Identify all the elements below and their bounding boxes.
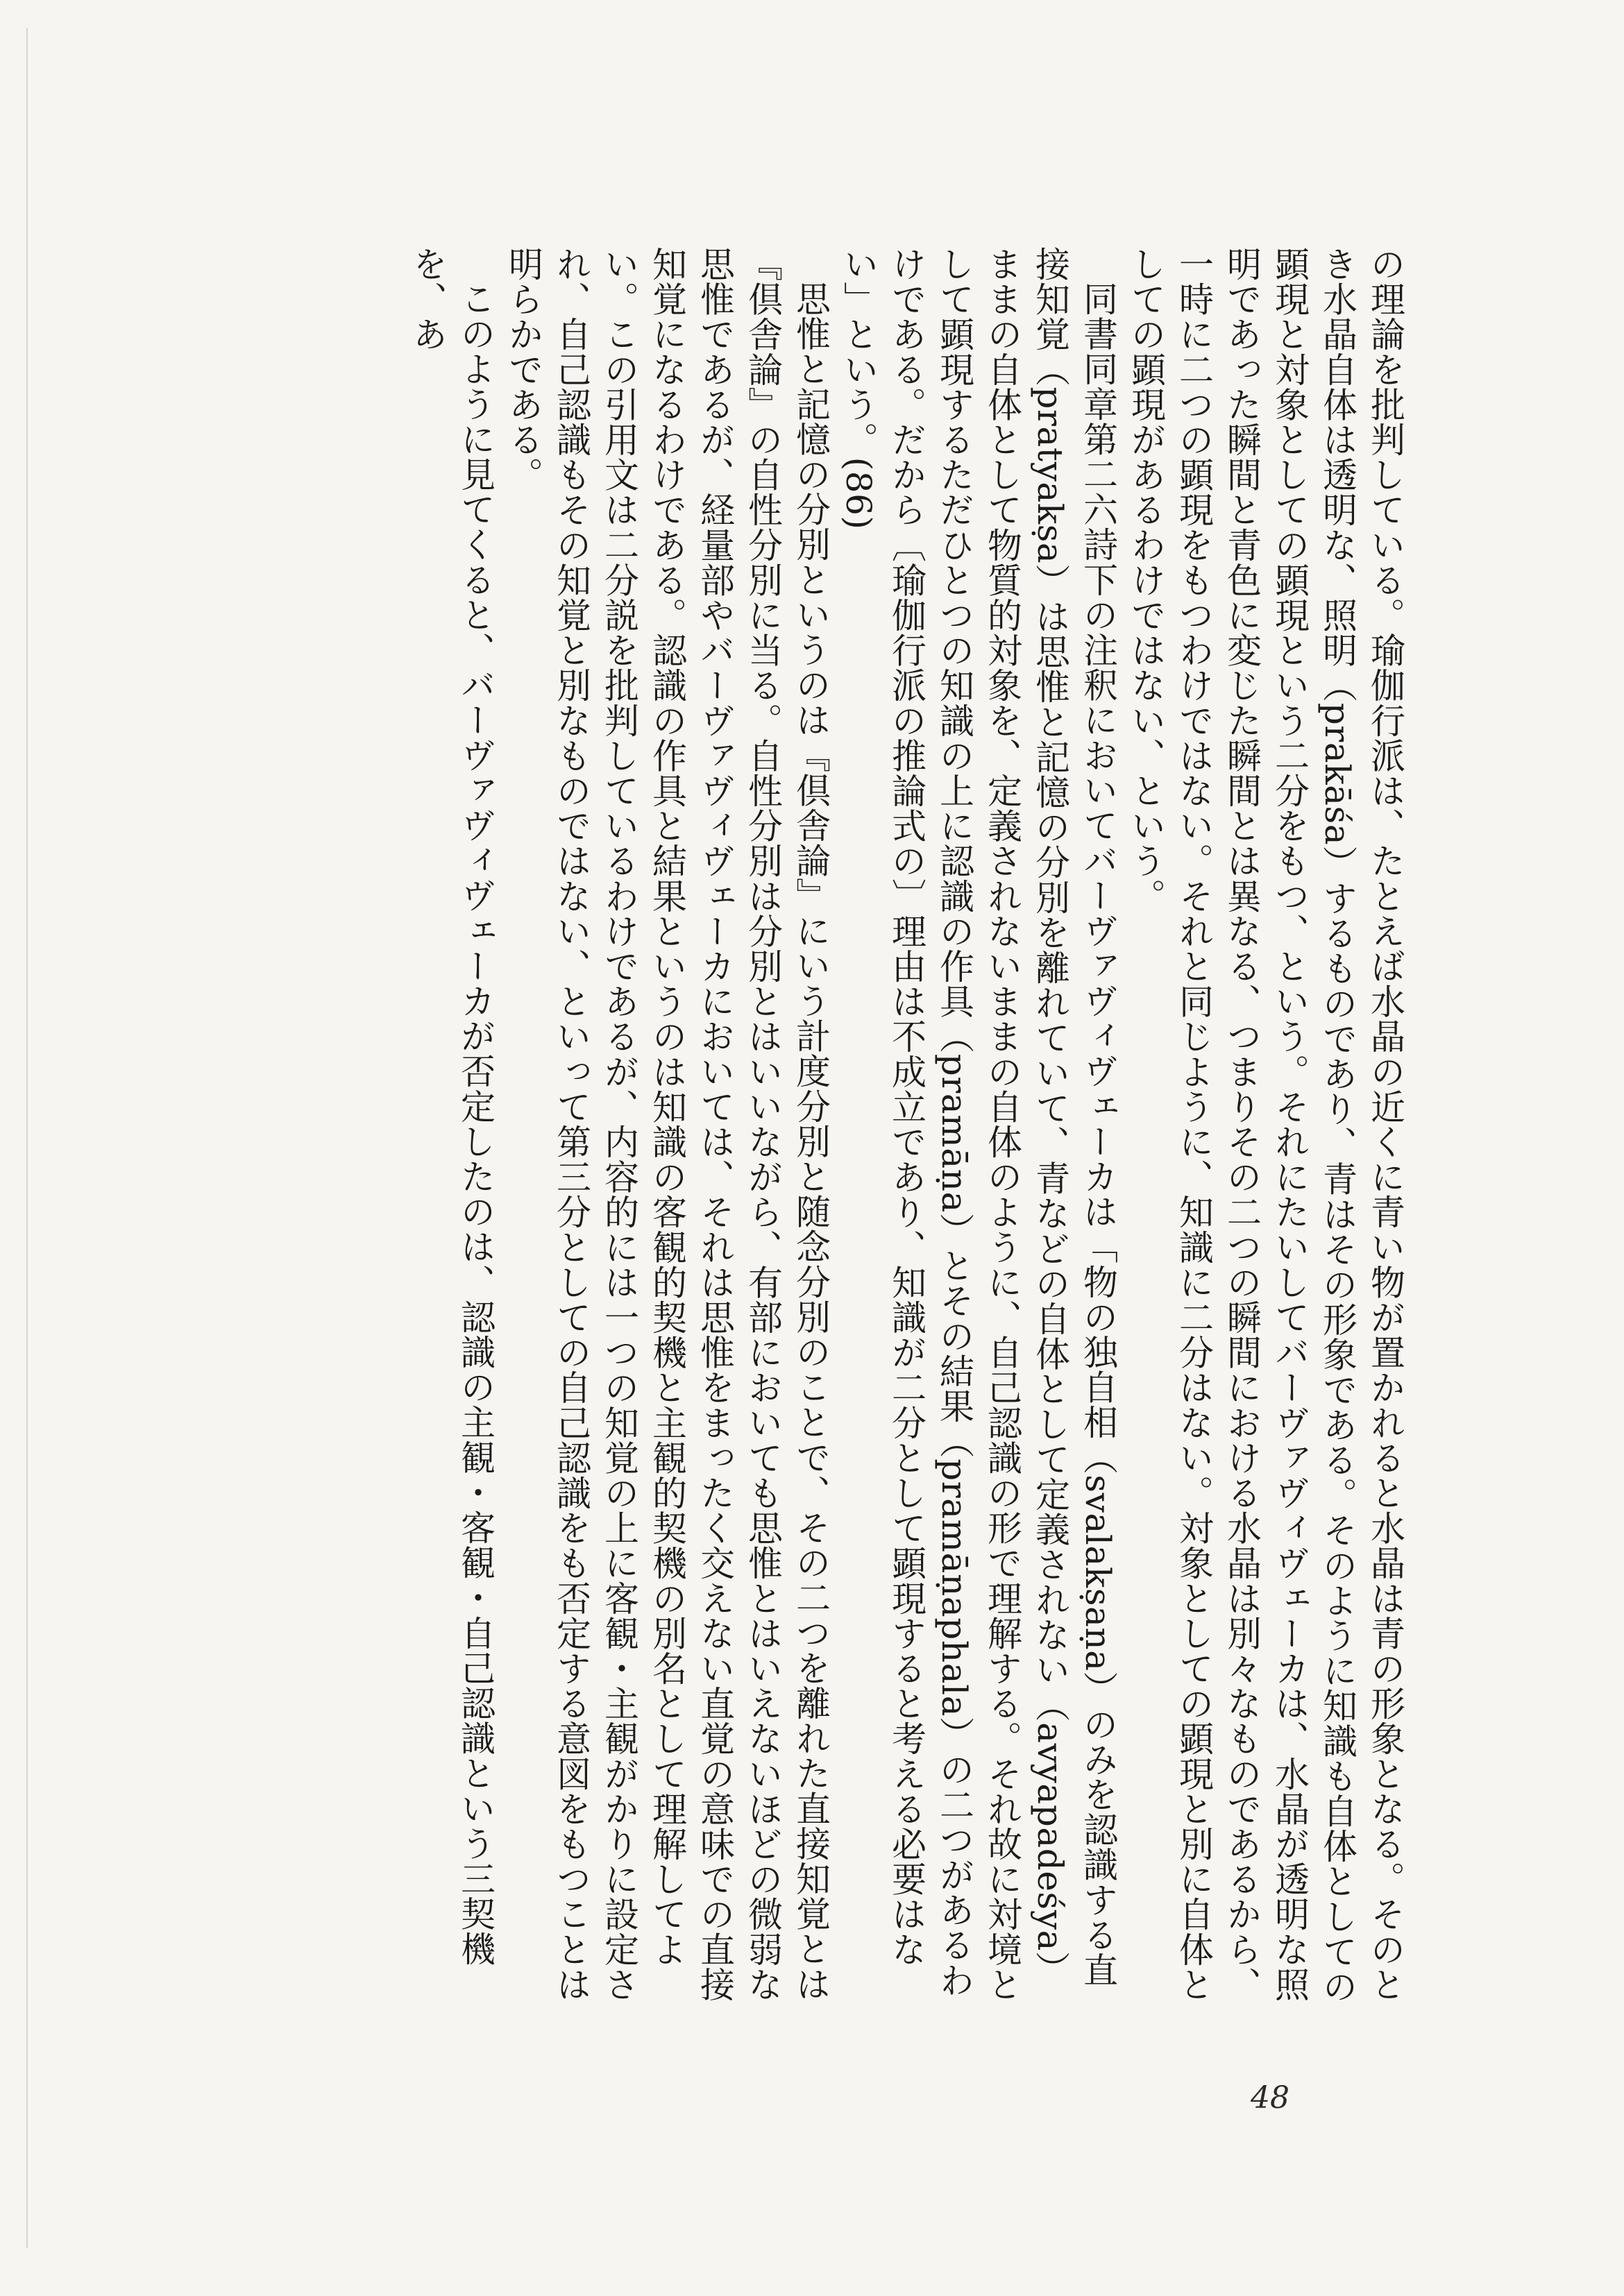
page-edge-line: [26, 28, 28, 2248]
body-text: [174, 246, 1409, 2016]
paragraph-4: このように見てくると、バーヴァヴィヴェーカが否定したのは、認識の主観・客観・自己認識という三契機を、あ: [407, 246, 496, 1966]
page-number: 48: [1251, 2080, 1289, 2116]
paragraph-3: 思惟と記憶の分別というのは『倶舎論』にいう計度分別と随念分別のことで、その二つを離れた直接知覚とは『倶舎論』の自性分別に当る。自性分別は分別とはいいながら、有部においても思惟とはいえないほどの微弱な思惟であるが、経量部やバーヴァヴィヴェーカにおいては、それは思惟をまったく交えない直覚の意味での直接知覚になるわけである。認識の作具と結果というのは知識の客観的契機と主観的契機の別名として理解してよい。この引用文は二分説を批判しているわけであるが、内容的には一つの知覚の上に客観・主観がかりに設定され、自己認識もその知覚と別なものではない、といって第三分としての自己認識をも否定する意図をもつことは明らかである。: [503, 246, 831, 2002]
paragraph-1: の理論を批判している。瑜伽行派は、たとえば水晶の近くに青い物が置かれると水晶は青の形象となる。そのとき水晶自体は透明な、照明（prakāśa）するものであり、青はその形象である。そのように知識も自体としての顕現と対象としての顕現という二分をもつ、という。それにたいしてバーヴァヴィヴェーカは、水晶が透明な照明であった瞬間と青色に変じた瞬間とは異なる、つまりその二つの瞬間における水晶は別々なものであるから、一時に二つの顕現をもつわけではない。それと同じように、知識に二分はない。対象としての顕現と別に自体としての顕現があるわけではない、という。: [1126, 246, 1405, 2005]
paragraph-2: 同書同章第二六詩下の注釈においてバーヴァヴィヴェーカは「物の独自相（svalakṣaṇa）のみを認識する直接知覚（pratyakṣa）は思惟と記憶の分別を離れていて、青などの自体として定義されない（avyapadeśya）ままの自体として物質的対象を、定義されないままの自体のように、自己認識の形で理解する。それ故に対境として顕現するただひとつの知識の上に認識の作具（pramāṇa）とその結果（pramāṇaphala）の二つがあるわけである。だから〔瑜伽行派の推論式の〕理由は不成立であり、知識が二分として顕現すると考える必要はない」という。(86): [838, 246, 1118, 2002]
